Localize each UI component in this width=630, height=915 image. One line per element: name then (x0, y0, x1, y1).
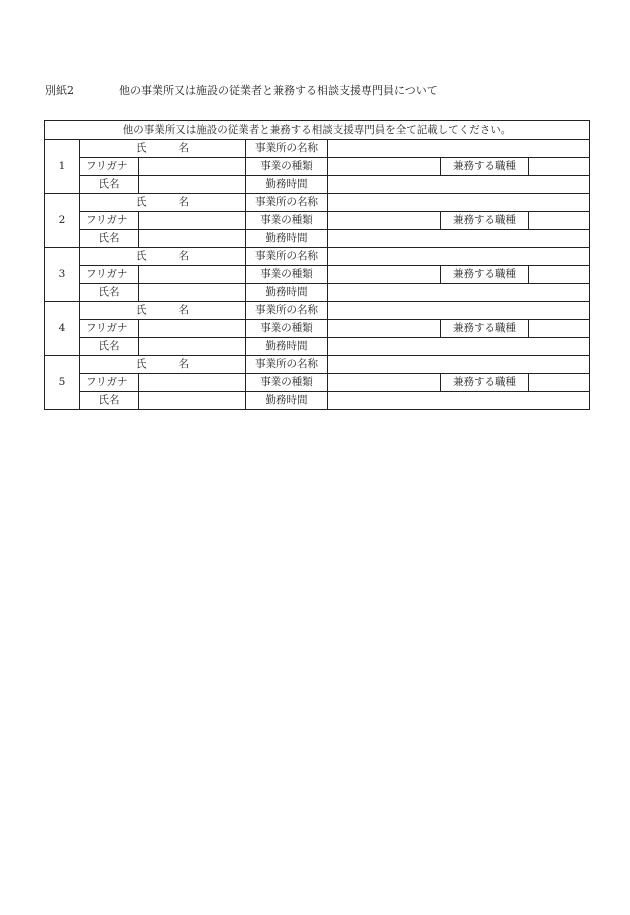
name-column-header (80, 302, 246, 320)
facility-name-field[interactable] (328, 140, 590, 158)
name-header-first: 氏 (136, 142, 147, 154)
name-label: 氏名 (80, 284, 139, 302)
furigana-label: フリガナ (80, 266, 139, 284)
working-hours-field[interactable] (328, 230, 590, 248)
entry-1-row-name-header (45, 140, 590, 158)
facility-name-label: 事業所の名称 (246, 140, 328, 158)
business-type-label: 事業の種類 (246, 158, 328, 176)
concurrent-job-label: 兼務する職種 (441, 158, 529, 176)
entry-2-row-name (45, 230, 590, 248)
business-type-field[interactable] (328, 158, 441, 176)
facility-name-field[interactable] (328, 194, 590, 212)
name-header-second: 名 (178, 358, 189, 370)
business-type-field[interactable] (328, 374, 441, 392)
working-hours-field[interactable] (328, 392, 590, 410)
working-hours-field[interactable] (328, 176, 590, 194)
furigana-label: フリガナ (80, 320, 139, 338)
name-header-first: 氏 (136, 250, 147, 262)
facility-name-label: 事業所の名称 (246, 248, 328, 266)
business-type-label: 事業の種類 (246, 266, 328, 284)
working-hours-label: 勤務時間 (246, 176, 328, 194)
name-header-second: 名 (178, 196, 189, 208)
entry-1-row-furigana (45, 158, 590, 176)
entry-2-row-name-header (45, 194, 590, 212)
concurrent-job-field[interactable] (529, 374, 590, 392)
furigana-field[interactable] (139, 266, 246, 284)
entry-3-row-name (45, 284, 590, 302)
business-type-label: 事業の種類 (246, 212, 328, 230)
entry-4-row-name (45, 338, 590, 356)
entry-2-row-furigana (45, 212, 590, 230)
working-hours-field[interactable] (328, 338, 590, 356)
staff-form-table (44, 120, 590, 410)
entry-1-row-name (45, 176, 590, 194)
facility-name-label: 事業所の名称 (246, 302, 328, 320)
working-hours-label: 勤務時間 (246, 392, 328, 410)
entry-4-row-furigana (45, 320, 590, 338)
furigana-label: フリガナ (80, 212, 139, 230)
name-field[interactable] (139, 176, 246, 194)
concurrent-job-label: 兼務する職種 (441, 212, 529, 230)
facility-name-field[interactable] (328, 248, 590, 266)
name-header-second: 名 (178, 304, 189, 316)
concurrent-job-field[interactable] (529, 158, 590, 176)
concurrent-job-label: 兼務する職種 (441, 374, 529, 392)
name-column-header (80, 194, 246, 212)
working-hours-label: 勤務時間 (246, 230, 328, 248)
name-column-header (80, 140, 246, 158)
entry-3-row-furigana (45, 266, 590, 284)
attachment-label: 別紙2 (45, 84, 74, 97)
concurrent-job-label: 兼務する職種 (441, 266, 529, 284)
business-type-field[interactable] (328, 320, 441, 338)
name-column-header (80, 248, 246, 266)
furigana-field[interactable] (139, 374, 246, 392)
name-label: 氏名 (80, 392, 139, 410)
entry-5-row-furigana (45, 374, 590, 392)
entry-5-row-name (45, 392, 590, 410)
facility-name-label: 事業所の名称 (246, 356, 328, 374)
business-type-field[interactable] (328, 212, 441, 230)
entry-number: 1 (45, 140, 80, 194)
name-label: 氏名 (80, 338, 139, 356)
name-column-header (80, 356, 246, 374)
furigana-field[interactable] (139, 320, 246, 338)
working-hours-field[interactable] (328, 284, 590, 302)
furigana-field[interactable] (139, 158, 246, 176)
business-type-field[interactable] (328, 266, 441, 284)
entry-number: 2 (45, 194, 80, 248)
working-hours-label: 勤務時間 (246, 284, 328, 302)
concurrent-job-field[interactable] (529, 212, 590, 230)
furigana-label: フリガナ (80, 374, 139, 392)
document-heading (45, 84, 438, 98)
document-title: 他の事業所又は施設の従業者と兼務する相談支援専門員について (119, 84, 438, 97)
name-header-first: 氏 (136, 196, 147, 208)
table-caption-row (45, 121, 590, 140)
entry-3-row-name-header (45, 248, 590, 266)
table-caption: 他の事業所又は施設の従業者と兼務する相談支援専門員を全て記載してください。 (45, 121, 590, 140)
concurrent-job-field[interactable] (529, 320, 590, 338)
entry-number: 5 (45, 356, 80, 410)
entry-number: 4 (45, 302, 80, 356)
working-hours-label: 勤務時間 (246, 338, 328, 356)
name-field[interactable] (139, 392, 246, 410)
entry-5-row-name-header (45, 356, 590, 374)
name-header-first: 氏 (136, 304, 147, 316)
facility-name-label: 事業所の名称 (246, 194, 328, 212)
name-label: 氏名 (80, 176, 139, 194)
facility-name-field[interactable] (328, 356, 590, 374)
furigana-label: フリガナ (80, 158, 139, 176)
furigana-field[interactable] (139, 212, 246, 230)
name-header-second: 名 (178, 250, 189, 262)
name-field[interactable] (139, 338, 246, 356)
name-header-second: 名 (178, 142, 189, 154)
name-field[interactable] (139, 284, 246, 302)
concurrent-job-label: 兼務する職種 (441, 320, 529, 338)
name-label: 氏名 (80, 230, 139, 248)
concurrent-job-field[interactable] (529, 266, 590, 284)
business-type-label: 事業の種類 (246, 374, 328, 392)
business-type-label: 事業の種類 (246, 320, 328, 338)
facility-name-field[interactable] (328, 302, 590, 320)
entry-4-row-name-header (45, 302, 590, 320)
name-header-first: 氏 (136, 358, 147, 370)
name-field[interactable] (139, 230, 246, 248)
entry-number: 3 (45, 248, 80, 302)
